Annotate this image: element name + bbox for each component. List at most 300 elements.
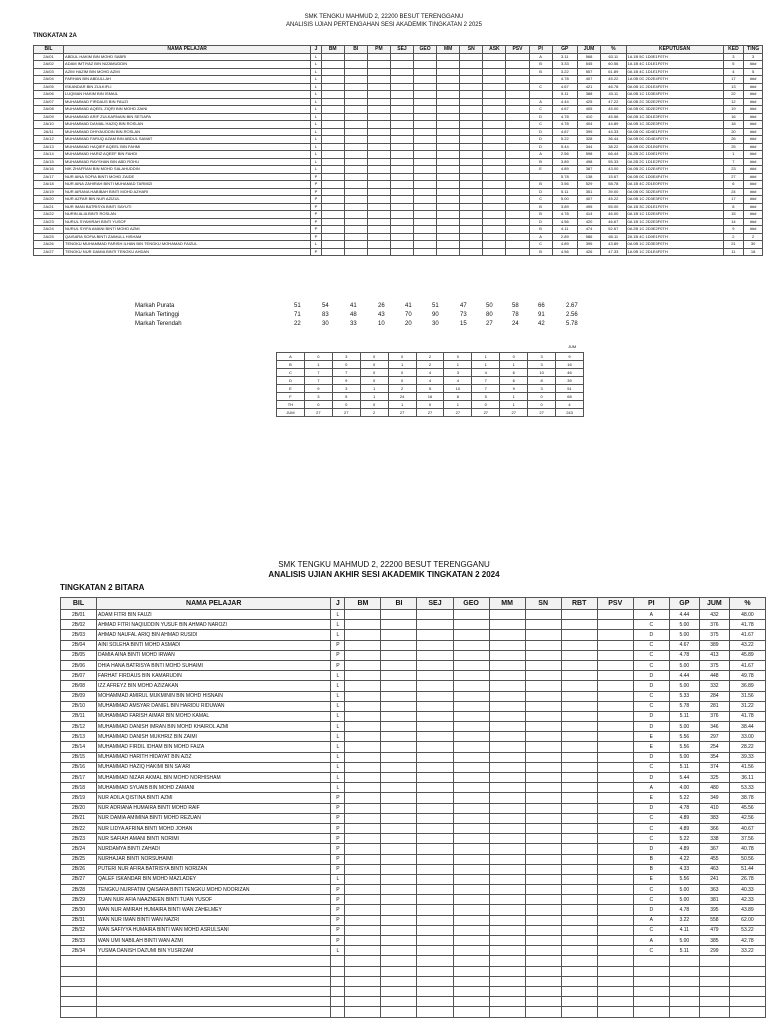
subject-grade-cell — [381, 905, 417, 915]
gender-cell: L — [311, 83, 321, 91]
ting-cell: ### — [744, 196, 763, 204]
ked-cell: 8 — [723, 203, 744, 211]
table-row — [34, 158, 763, 166]
gp-cell: 4.78 — [552, 113, 577, 121]
header-cell: BI — [381, 598, 417, 610]
percent-cell: 45.56 — [729, 803, 765, 813]
keputusan-cell: 1A 1B 5C 1D0E1F0TH — [626, 53, 723, 61]
subject-grade-cell — [483, 218, 506, 226]
stats-cell: D — [277, 377, 305, 385]
subject-grade-cell — [453, 925, 489, 935]
blank-cell — [61, 997, 97, 1007]
blank-cell — [561, 997, 597, 1007]
percent-cell: 43.11 — [601, 91, 626, 99]
stats-cell: 0 — [528, 393, 556, 401]
stats-cell: 9 — [556, 353, 584, 361]
subject-grade-cell — [453, 620, 489, 630]
gp-cell: 3.11 — [552, 53, 577, 61]
subject-grade-cell — [321, 241, 344, 249]
pi-grade-cell: D — [529, 136, 552, 144]
summary-value: 70 — [405, 312, 412, 318]
summary-label-terendah: Markah Terendah — [135, 321, 182, 327]
subject-grade-cell — [597, 722, 633, 732]
ting-cell: ### — [744, 158, 763, 166]
gender-cell: L — [331, 722, 345, 732]
subject-grade-cell — [525, 885, 561, 895]
gender-cell: L — [331, 946, 345, 956]
subject-grade-cell — [367, 121, 390, 129]
gender-cell: P — [311, 218, 321, 226]
subject-grade-cell — [597, 895, 633, 905]
subject-grade-cell — [489, 874, 525, 884]
gp-cell: 4.00 — [669, 783, 699, 793]
bil-cell: 2A/04 — [34, 76, 64, 84]
pi-grade-cell: B — [529, 203, 552, 211]
pi-grade-cell — [529, 76, 552, 84]
gender-cell: P — [331, 844, 345, 854]
subject-grade-cell — [489, 722, 525, 732]
subject-grade-cell — [345, 844, 381, 854]
bil-cell: 2B/27 — [61, 874, 97, 884]
subject-grade-cell — [561, 620, 597, 630]
ked-cell: 20 — [723, 128, 744, 136]
gender-cell: P — [331, 885, 345, 895]
blank-row — [61, 997, 766, 1007]
summary-value: 33 — [350, 321, 357, 327]
subject-grade-cell — [561, 854, 597, 864]
subject-grade-cell — [414, 143, 437, 151]
ked-cell: 3 — [723, 53, 744, 61]
table-row — [61, 650, 766, 660]
stats-cell: 8 — [444, 393, 472, 401]
subject-grade-cell — [489, 671, 525, 681]
subject-grade-cell — [417, 732, 453, 742]
stats-cell: 4 — [444, 377, 472, 385]
subject-grade-cell — [321, 188, 344, 196]
subject-grade-cell — [344, 248, 367, 256]
subject-grade-cell — [561, 640, 597, 650]
doc1-school-title: SMK TENGKU MAHMUD 2, 22200 BESUT TERENGGANU — [304, 14, 464, 20]
bil-cell: 2A/15 — [34, 158, 64, 166]
student-name-cell: TUAN NUR AFIA NAAZNEEN BINTI TUAN YUSOF — [97, 895, 331, 905]
doc2-header-row — [61, 598, 766, 610]
summary-value: 24 — [512, 321, 519, 327]
pi-grade-cell: D — [529, 113, 552, 121]
subject-grade-cell — [414, 68, 437, 76]
stats-cell: 0 — [360, 361, 388, 369]
subject-grade-cell — [381, 701, 417, 711]
gender-cell: P — [331, 813, 345, 823]
stats-cell: 9 — [500, 385, 528, 393]
subject-grade-cell — [489, 773, 525, 783]
subject-grade-cell — [483, 68, 506, 76]
student-name-cell: MUHAMMAD HAZIQ HAKIMI BIN SA'ARI — [97, 762, 331, 772]
subject-grade-cell — [417, 671, 453, 681]
subject-grade-cell — [381, 671, 417, 681]
subject-grade-cell — [345, 783, 381, 793]
gender-cell: P — [331, 660, 345, 670]
subject-grade-cell — [390, 241, 413, 249]
gp-cell: 4.89 — [669, 813, 699, 823]
subject-grade-cell — [561, 762, 597, 772]
subject-grade-cell — [381, 946, 417, 956]
table-row — [34, 143, 763, 151]
subject-grade-cell — [367, 173, 390, 181]
blank-cell — [561, 956, 597, 966]
subject-grade-cell — [345, 752, 381, 762]
subject-grade-cell — [345, 874, 381, 884]
blank-cell — [97, 986, 331, 996]
keputusan-cell: 0A 0B 0C 2D1E6F0TH — [626, 143, 723, 151]
subject-grade-cell — [561, 905, 597, 915]
subject-grade-cell — [437, 241, 460, 249]
summary-value: 20 — [405, 321, 412, 327]
subject-grade-cell — [417, 834, 453, 844]
table-row — [61, 630, 766, 640]
bil-cell: 2A/01 — [34, 53, 64, 61]
bil-cell: 2B/02 — [61, 620, 97, 630]
subject-grade-cell — [489, 620, 525, 630]
gender-cell: P — [331, 640, 345, 650]
ked-cell: 19 — [723, 106, 744, 114]
subject-grade-cell — [460, 233, 483, 241]
blank-cell — [597, 966, 633, 976]
ked-cell: 17 — [723, 76, 744, 84]
header-cell: ASK — [483, 46, 506, 54]
subject-grade-cell — [506, 218, 529, 226]
summary-value: 73 — [460, 312, 467, 318]
student-name-cell: DAMIA AINA BINTI MOHD IRWAN — [97, 650, 331, 660]
percent-cell: 28.22 — [729, 742, 765, 752]
subject-grade-cell — [345, 732, 381, 742]
summary-value: 78 — [512, 312, 519, 318]
ting-cell: ### — [744, 106, 763, 114]
stats-cell: 7 — [304, 377, 332, 385]
gp-cell: 5.00 — [669, 752, 699, 762]
blank-cell — [699, 997, 729, 1007]
subject-grade-cell — [489, 915, 525, 925]
ting-cell: ### — [744, 151, 763, 159]
summary-value: 30 — [432, 321, 439, 327]
subject-grade-cell — [525, 813, 561, 823]
bil-cell: 2A/06 — [34, 91, 64, 99]
subject-grade-cell — [390, 211, 413, 219]
subject-grade-cell — [460, 203, 483, 211]
subject-grade-cell — [506, 211, 529, 219]
subject-grade-cell — [417, 630, 453, 640]
gp-cell: 4.67 — [552, 128, 577, 136]
percent-cell: 41.78 — [729, 711, 765, 721]
gp-cell: 4.44 — [552, 98, 577, 106]
subject-grade-cell — [453, 936, 489, 946]
percent-cell: 45.00 — [601, 106, 626, 114]
percent-cell: 66.44 — [601, 151, 626, 159]
subject-grade-cell — [453, 650, 489, 660]
ked-cell: 17 — [723, 196, 744, 204]
table-row — [61, 793, 766, 803]
student-name-cell: NUR ADILA QISTINA BINTI AZMI — [97, 793, 331, 803]
gender-cell: L — [311, 241, 321, 249]
stats-cell: 3 — [444, 369, 472, 377]
subject-grade-cell — [597, 711, 633, 721]
ting-cell: ### — [744, 98, 763, 106]
subject-grade-cell — [417, 895, 453, 905]
blank-cell — [729, 966, 765, 976]
subject-grade-cell — [525, 752, 561, 762]
subject-grade-cell — [381, 915, 417, 925]
subject-grade-cell — [414, 211, 437, 219]
jum-cell: 407 — [578, 76, 601, 84]
subject-grade-cell — [437, 83, 460, 91]
jum-cell: 426 — [578, 248, 601, 256]
jum-cell: 405 — [578, 106, 601, 114]
subject-grade-cell — [597, 742, 633, 752]
subject-grade-cell — [437, 76, 460, 84]
gender-cell: L — [331, 691, 345, 701]
subject-grade-cell — [344, 128, 367, 136]
blank-cell — [97, 1007, 331, 1017]
pi-grade-cell: A — [633, 610, 669, 620]
subject-grade-cell — [345, 640, 381, 650]
subject-grade-cell — [437, 218, 460, 226]
subject-grade-cell — [506, 181, 529, 189]
subject-grade-cell — [453, 915, 489, 925]
subject-grade-cell — [525, 732, 561, 742]
ting-cell: ### — [744, 173, 763, 181]
stats-cell: 243 — [556, 409, 584, 417]
percent-cell: 40.78 — [729, 844, 765, 854]
gender-cell: P — [331, 864, 345, 874]
percent-cell: 41.78 — [729, 620, 765, 630]
keputusan-cell: 0A 0B 1C 3D1E3F0TH — [626, 113, 723, 121]
gender-cell: L — [331, 711, 345, 721]
subject-grade-cell — [321, 121, 344, 129]
subject-grade-cell — [561, 732, 597, 742]
header-cell: GP — [552, 46, 577, 54]
subject-grade-cell — [367, 113, 390, 121]
stats-jum-label: JUM — [568, 344, 577, 349]
subject-grade-cell — [417, 925, 453, 935]
subject-grade-cell — [506, 113, 529, 121]
stats-cell: 3 — [332, 385, 360, 393]
student-name-cell: AINI SOLEHA BINTI MOHD ASMADI — [97, 640, 331, 650]
table-row — [34, 128, 763, 136]
subject-grade-cell — [483, 166, 506, 174]
jum-cell: 376 — [699, 620, 729, 630]
blank-cell — [525, 1007, 561, 1017]
gp-cell: 5.11 — [552, 91, 577, 99]
percent-cell: 42.33 — [729, 895, 765, 905]
subject-grade-cell — [344, 188, 367, 196]
subject-grade-cell — [345, 793, 381, 803]
percent-cell: 33.22 — [729, 946, 765, 956]
subject-grade-cell — [561, 925, 597, 935]
subject-grade-cell — [525, 793, 561, 803]
subject-grade-cell — [417, 650, 453, 660]
header-cell: NAMA PELAJAR — [97, 598, 331, 610]
student-name-cell: NUR AIRANA HABIBAH BINTI MOHD AZHARI — [64, 188, 311, 196]
subject-grade-cell — [561, 752, 597, 762]
keputusan-cell: 0A 1B 4C 1D1E1F0TH — [626, 68, 723, 76]
pi-grade-cell: E — [529, 166, 552, 174]
gp-cell: 4.89 — [552, 166, 577, 174]
subject-grade-cell — [414, 128, 437, 136]
subject-grade-cell — [321, 83, 344, 91]
student-name-cell: FARHAN BIN ABDULLAH — [64, 76, 311, 84]
percent-cell: 47.33 — [601, 248, 626, 256]
stats-cell: 0 — [304, 353, 332, 361]
pi-grade-cell: C — [529, 106, 552, 114]
subject-grade-cell — [525, 895, 561, 905]
jum-cell: 241 — [699, 874, 729, 884]
subject-grade-cell — [381, 660, 417, 670]
gp-cell: 4.67 — [552, 83, 577, 91]
ting-cell: ### — [744, 91, 763, 99]
bil-cell: 2B/07 — [61, 671, 97, 681]
jum-cell: 420 — [578, 218, 601, 226]
subject-grade-cell — [489, 844, 525, 854]
blank-cell — [633, 976, 669, 986]
gender-cell: P — [311, 203, 321, 211]
blank-cell — [453, 1007, 489, 1017]
stats-cell: JUM — [277, 409, 305, 417]
subject-grade-cell — [417, 773, 453, 783]
subject-grade-cell — [367, 76, 390, 84]
stats-cell: 4 — [472, 369, 500, 377]
subject-grade-cell — [525, 681, 561, 691]
subject-grade-cell — [506, 166, 529, 174]
bil-cell: 2A/27 — [34, 248, 64, 256]
subject-grade-cell — [453, 864, 489, 874]
subject-grade-cell — [489, 936, 525, 946]
ting-cell: 18 — [744, 248, 763, 256]
gender-cell: L — [311, 121, 321, 129]
blank-cell — [453, 956, 489, 966]
jum-cell: 383 — [699, 813, 729, 823]
jum-cell: 529 — [578, 181, 601, 189]
student-name-cell: WAN NUR IMAN BINTI WAN NAZRI — [97, 915, 331, 925]
subject-grade-cell — [506, 158, 529, 166]
bil-cell: 2B/25 — [61, 854, 97, 864]
bil-cell: 2B/31 — [61, 915, 97, 925]
subject-grade-cell — [597, 660, 633, 670]
pi-grade-cell: C — [633, 660, 669, 670]
student-name-cell: MUHAMMAD FIRDIL IDHAM BIN MOHD FAIZA — [97, 742, 331, 752]
subject-grade-cell — [453, 691, 489, 701]
table-row — [61, 946, 766, 956]
subject-grade-cell — [489, 885, 525, 895]
subject-grade-cell — [506, 241, 529, 249]
stats-cell: E — [277, 385, 305, 393]
pi-grade-cell: E — [633, 793, 669, 803]
gp-cell: 5.33 — [669, 691, 699, 701]
header-cell: PI — [529, 46, 552, 54]
bil-cell: 2A/03 — [34, 68, 64, 76]
subject-grade-cell — [453, 813, 489, 823]
subject-grade-cell — [525, 701, 561, 711]
subject-grade-cell — [344, 196, 367, 204]
subject-grade-cell — [597, 793, 633, 803]
blank-row — [61, 976, 766, 986]
pi-grade-cell: C — [633, 650, 669, 660]
summary-value: 91 — [538, 312, 545, 318]
subject-grade-cell — [483, 136, 506, 144]
subject-grade-cell — [414, 248, 437, 256]
subject-grade-cell — [597, 813, 633, 823]
bil-cell: 2A/16 — [34, 166, 64, 174]
student-name-cell: TENGKU MUHAMMAD FARISH ILHAN BIN TENGKU MOHAMAD FAIZUL — [64, 241, 311, 249]
gp-cell: 5.00 — [669, 722, 699, 732]
subject-grade-cell — [367, 248, 390, 256]
subject-grade-cell — [597, 834, 633, 844]
stats-cell: 8 — [528, 377, 556, 385]
blank-cell — [669, 956, 699, 966]
gender-cell: L — [311, 61, 321, 69]
jum-cell: 474 — [578, 226, 601, 234]
subject-grade-cell — [381, 732, 417, 742]
subject-grade-cell — [381, 895, 417, 905]
summary-value: 27 — [486, 321, 493, 327]
subject-grade-cell — [453, 895, 489, 905]
summary-value: 5.78 — [566, 321, 578, 327]
table-row — [61, 783, 766, 793]
header-cell: BM — [345, 598, 381, 610]
percent-cell: 39.33 — [729, 752, 765, 762]
stats-cell: 1 — [472, 361, 500, 369]
subject-grade-cell — [460, 128, 483, 136]
jum-cell: 395 — [699, 905, 729, 915]
gp-cell: 5.00 — [669, 620, 699, 630]
jum-cell: 297 — [699, 732, 729, 742]
table-row — [34, 98, 763, 106]
subject-grade-cell — [525, 650, 561, 660]
header-cell: GP — [669, 598, 699, 610]
stats-cell: 1 — [444, 401, 472, 409]
subject-grade-cell — [390, 203, 413, 211]
subject-grade-cell — [453, 793, 489, 803]
bil-cell: 2B/11 — [61, 711, 97, 721]
subject-grade-cell — [417, 864, 453, 874]
blank-cell — [699, 1007, 729, 1017]
subject-grade-cell — [390, 136, 413, 144]
subject-grade-cell — [417, 711, 453, 721]
pi-grade-cell: A — [529, 53, 552, 61]
percent-cell: 42.56 — [729, 813, 765, 823]
subject-grade-cell — [390, 91, 413, 99]
student-name-cell: MUHAMMAD FARISH AIMAR BIN MOHD KAMAL — [97, 711, 331, 721]
table-row — [34, 196, 763, 204]
subject-grade-cell — [417, 885, 453, 895]
subject-grade-cell — [344, 173, 367, 181]
subject-grade-cell — [321, 226, 344, 234]
subject-grade-cell — [345, 660, 381, 670]
table-row — [34, 241, 763, 249]
subject-grade-cell — [506, 203, 529, 211]
jum-cell: 404 — [578, 121, 601, 129]
stats-cell: 4 — [556, 401, 584, 409]
subject-grade-cell — [489, 803, 525, 813]
subject-grade-cell — [453, 630, 489, 640]
stats-cell: 3 — [528, 353, 556, 361]
subject-grade-cell — [344, 106, 367, 114]
subject-grade-cell — [597, 885, 633, 895]
subject-grade-cell — [417, 936, 453, 946]
subject-grade-cell — [561, 874, 597, 884]
ting-cell: 30 — [744, 241, 763, 249]
gender-cell: P — [311, 211, 321, 219]
table-row — [34, 188, 763, 196]
gp-cell: 3.89 — [552, 203, 577, 211]
